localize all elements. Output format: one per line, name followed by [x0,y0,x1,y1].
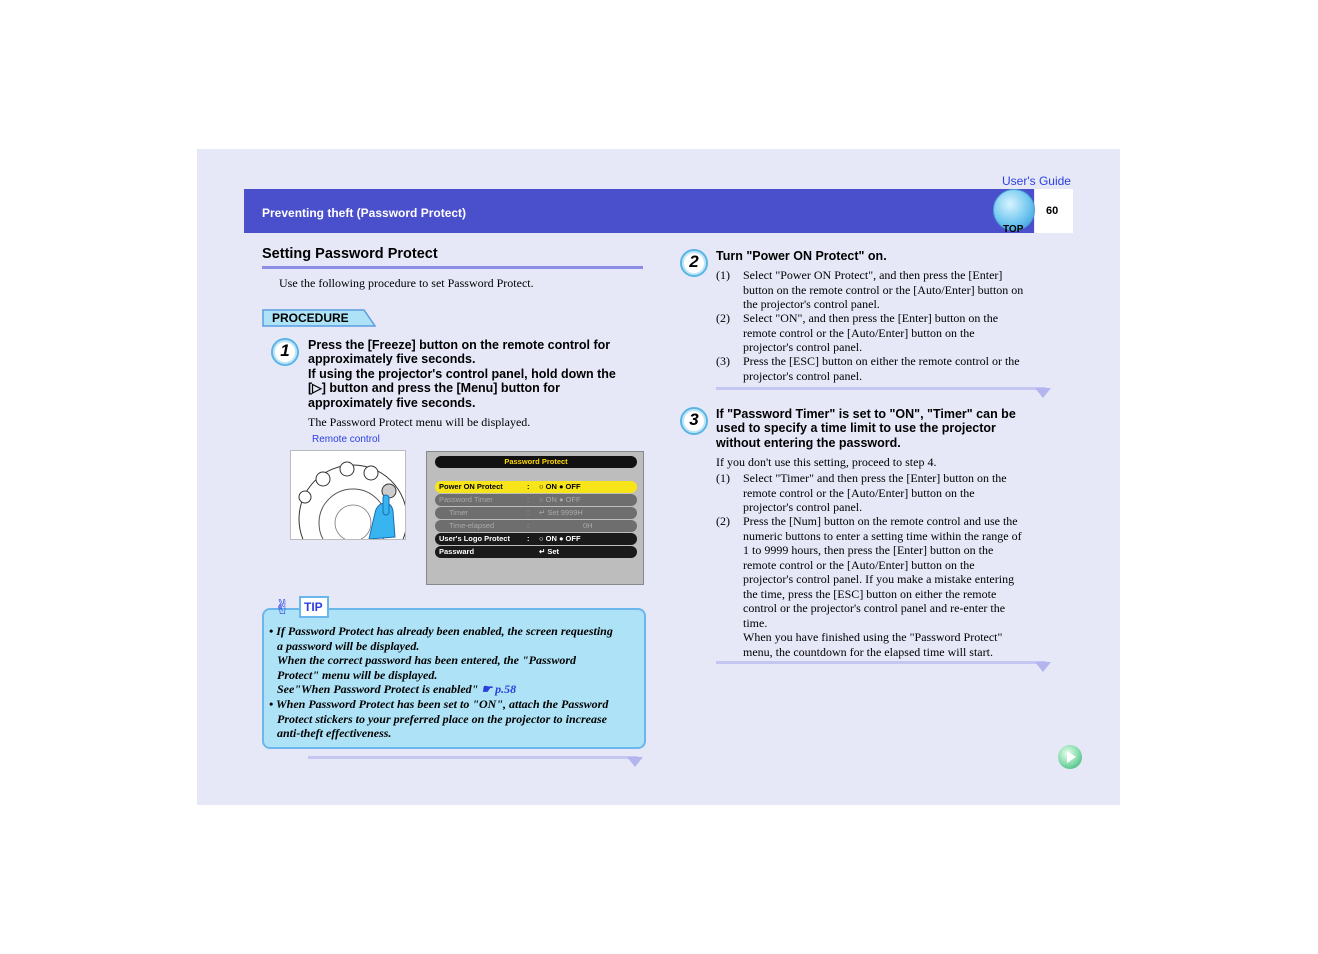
menu-row-value: 0H [583,521,593,530]
tip-page-link[interactable]: ☛ p.58 [481,682,517,697]
tip-line: See"When Password Protect is enabled" [277,682,479,697]
top-label[interactable]: TOP [1003,224,1024,235]
tip-label: TIP [304,600,323,614]
next-arrow-icon [1058,745,1082,769]
list-item-line: remote control or the [Auto/Enter] button on the [743,485,975,500]
menu-row-users-logo-protect [435,533,637,545]
tip-line: • If Password Protect has already been enabled, the screen requesting [269,624,613,638]
tip-line: Protect" menu will be displayed. [277,667,438,682]
tip-text [269,624,613,741]
tip-line-with-link [269,682,613,697]
list-item-line: When you have finished using the "Password Protect" [743,630,1003,644]
step-3-heading-line: If "Password Timer" is set to "ON", "Timer" can be [716,407,1016,421]
list-item-number: (2) [716,311,730,325]
list-item-line: Press the [ESC] button on either the remote control or the [743,354,1020,368]
separator-arrow-icon [1035,388,1051,398]
list-item-line: Select "Timer" and then press the [Enter] button on the [743,471,1007,485]
section-title: Setting Password Protect [262,246,438,262]
menu-row-timer [435,507,637,519]
menu-row-password-timer [435,494,637,506]
menu-row-sep: : [527,495,530,504]
menu-row-sep: : [527,534,530,543]
list-item-line: menu, the countdown for the elapsed time will start. [743,644,993,659]
list-item-text [743,268,1023,312]
tip-line: • When Password Protect has been set to "ON", attach the Password [269,696,609,711]
list-item-line: Press the [Num] button on the remote control and use the [743,514,1018,528]
menu-row-label: Passward [439,547,475,556]
remote-control-illustration [290,450,406,540]
tip-hand-icon: ✌ [274,595,291,619]
list-item-line: numeric buttons to enter a setting time within the range of [743,528,1022,543]
separator-arrow-icon [1035,662,1051,672]
menu-row-sep: : [527,482,530,491]
menu-row-value: ○ ON ● OFF [539,495,581,504]
step-1-heading [308,338,616,410]
step-2-number: 2 [689,252,699,271]
menu-row-sep: : [527,508,530,517]
step-3-separator [716,661,1046,664]
list-item-line: the time, press the [ESC] button on either the remote [743,586,997,601]
menu-row-label: Time-elapsed [449,521,495,530]
list-item-line: projector's control panel. [743,368,863,383]
list-item-line: time. [743,615,768,630]
section-rule [262,266,643,269]
menu-row-label: User's Logo Protect [439,534,510,543]
procedure-label: PROCEDURE [272,311,349,325]
list-item-line: remote control or the [Auto/Enter] button on the [743,325,975,340]
step-1-body: The Password Protect menu will be displayed. [308,415,531,429]
step-2-separator [716,387,1046,390]
list-item-number: (3) [716,354,730,368]
menu-row-password [435,546,637,558]
menu-row-value: ↵ Set [539,547,560,556]
menu-row-label: Timer [449,508,468,517]
step-1-heading-line: Press the [Freeze] button on the remote control for [308,338,611,352]
menu-row-power-on-protect [435,481,637,493]
menu-title: Password Protect [435,456,637,468]
page-title: Preventing theft (Password Protect) [262,206,467,220]
list-item-text [743,354,1020,383]
list-item-line: projector's control panel. [743,500,863,514]
step-3-heading-line: used to specify a time limit to use the projector [716,421,996,436]
list-item-line: control or the projector's control panel and re-enter the [743,601,1006,615]
left-end-separator [308,756,638,759]
remote-control-caption: Remote control [312,434,380,445]
list-item-number: (1) [716,268,730,282]
users-guide-link[interactable]: User's Guide [1002,174,1071,188]
step-2-heading: Turn "Power ON Protect" on. [716,249,887,263]
tip-line: a password will be displayed. [277,638,420,653]
step-1-heading-line: If using the projector's control panel, hold down the [308,366,616,381]
menu-row-value: ↵ Set 9999H [539,508,583,517]
list-item-line: button on the remote control or the [Auto/Enter] button on [743,282,1024,297]
intro-text: Use the following procedure to set Password Protect. [279,276,534,290]
list-item-text [743,311,998,355]
step-1-heading-line: approximately five seconds. [308,395,476,410]
list-item-number: (1) [716,471,730,485]
remote-control-drawing [291,451,406,540]
list-item-line: the projector's control panel. [743,297,880,311]
tip-line: Protect stickers to your preferred place on the projector to increase [277,711,607,726]
tip-line: When the correct password has been entered, the "Password [277,653,577,668]
menu-row-sep: : [527,521,530,530]
list-item-line: remote control or the [Auto/Enter] button on the [743,557,975,572]
page-number: 60 [1046,205,1059,217]
list-item-text [743,471,1007,515]
menu-row-value: ○ ON ● OFF [539,534,581,543]
step-3-intro: If you don't use this setting, proceed to step 4. [716,455,937,469]
password-protect-menu-screen [426,451,644,585]
list-item-number: (2) [716,514,730,528]
separator-arrow-icon [627,757,643,767]
menu-row-value: ○ ON ● OFF [539,482,581,491]
step-1-number: 1 [280,341,290,360]
menu-row-time-elapsed [435,520,637,532]
step-3-heading [716,407,1016,450]
list-item-line: Select "Power ON Protect", and then press the [Enter] [743,268,1003,282]
list-item-line: Select "ON", and then press the [Enter] button on the [743,311,999,325]
step-3-heading-line: without entering the password. [716,435,901,450]
menu-row-label: Power ON Protect [439,482,503,491]
menu-row-label: Password Timer [439,495,493,504]
next-page-button[interactable] [1058,745,1082,769]
step-1-heading-line: [▷] button and press the [Menu] button for [308,381,560,396]
list-item-text [743,514,1022,659]
step-1-heading-line: approximately five seconds. [308,352,476,367]
list-item-line: 1 to 9999 hours, then press the [Enter] button on the [743,543,994,557]
list-item-line: projector's control panel. [743,340,863,354]
tip-line: anti-theft effectiveness. [277,726,392,741]
list-item-line: projector's control panel. If you make a mistake entering [743,572,1015,586]
step-3-number: 3 [689,410,699,429]
